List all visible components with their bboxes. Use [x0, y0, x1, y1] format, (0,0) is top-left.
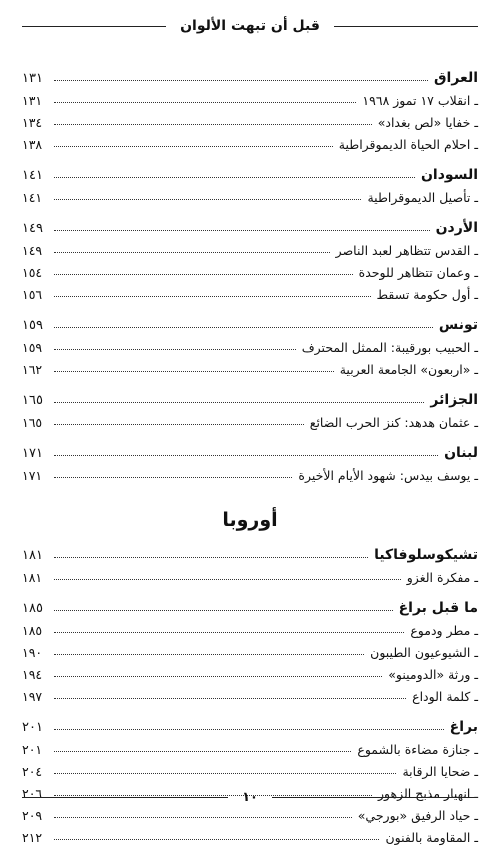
toc-entry: [22, 682, 478, 704]
page-ref: ١٣٨: [22, 137, 43, 152]
toc-entry: [22, 183, 478, 205]
toc-entry: [22, 86, 478, 108]
header-rule-right: [334, 26, 478, 27]
dot-leader: [54, 698, 406, 699]
entry-title: ـ عثمان هدهد: كنز الحرب الضائع: [309, 415, 478, 430]
section-title: الجزائر: [430, 392, 478, 408]
dot-leader: [54, 102, 356, 103]
page-ref: ١٣١: [22, 71, 43, 86]
section-title: الأردن: [435, 220, 478, 236]
page-ref: ٢١٢: [22, 830, 43, 845]
page-ref: ١٨١: [22, 548, 43, 563]
toc-section: [22, 439, 478, 483]
toc-part-arab-countries: [22, 64, 478, 483]
entry-title: ـ تأصيل الديموقراطية: [367, 190, 478, 205]
dot-leader: [54, 579, 401, 580]
toc-entry: [22, 355, 478, 377]
page-ref: ٢٠٦: [22, 786, 43, 801]
toc-entry: [22, 408, 478, 430]
toc-entry: [22, 461, 478, 483]
entry-title: ـ أول حكومة تسقط: [376, 287, 478, 302]
page-ref: ١٦٥: [22, 393, 43, 408]
entry-title: ـ حياد الرفيق «بورجي»: [357, 808, 478, 823]
dot-leader: [54, 751, 351, 752]
entry-title: ـ «اربعون» الجامعة العربية: [339, 362, 478, 377]
toc-section: [22, 713, 478, 845]
toc-entry: [22, 735, 478, 757]
page-ref: ١٥٤: [22, 265, 43, 280]
dot-leader: [54, 349, 296, 350]
page-number: ١٠: [242, 789, 258, 805]
book-title: قبل أن تبهت الألوان: [180, 18, 320, 34]
dot-leader: [54, 124, 372, 125]
part-title: أوروبا: [222, 509, 278, 531]
toc-section: [22, 311, 478, 377]
dot-leader: [54, 296, 371, 297]
dot-leader: [54, 632, 404, 633]
page-ref: ٢٠١: [22, 720, 43, 735]
section-title: لبنان: [444, 445, 478, 461]
entry-title: ـ انهيار مذبح الزهور: [378, 786, 478, 801]
dot-leader: [54, 80, 428, 81]
footer-rule-left: [22, 797, 228, 798]
page-ref: ١٤٩: [22, 221, 43, 236]
section-title: براغ: [449, 719, 478, 735]
page-ref: ١٧١: [22, 446, 43, 461]
dot-leader: [54, 477, 292, 478]
page-ref: ١٣٤: [22, 115, 43, 130]
entry-title: ـ خفايا «لص بغداد»: [377, 115, 478, 130]
page-ref: ١٥٩: [22, 318, 43, 333]
toc-entry: [22, 236, 478, 258]
toc-entry: [22, 130, 478, 152]
page-footer: [22, 786, 478, 808]
dot-leader: [54, 327, 433, 328]
page-ref: ٢٠٤: [22, 764, 43, 779]
dot-leader: [54, 455, 438, 456]
header-rule-left: [22, 26, 166, 27]
page-ref: ٢٠٩: [22, 808, 43, 823]
dot-leader: [54, 654, 364, 655]
dot-leader: [54, 773, 396, 774]
dot-leader: [54, 177, 415, 178]
page-ref: ١٦٢: [22, 362, 43, 377]
running-header: [22, 14, 478, 38]
dot-leader: [54, 371, 334, 372]
toc-section-heading: [22, 386, 478, 408]
dot-leader: [54, 402, 424, 403]
dot-leader: [54, 230, 430, 231]
section-title: تشيكوسلوفاكيا: [374, 547, 478, 563]
entry-title: ـ وعمان تتظاهر للوحدة: [358, 265, 478, 280]
toc-section-heading: [22, 594, 478, 616]
entry-title: ـ الشيوعيون الطيبون: [370, 645, 478, 660]
dot-leader: [54, 817, 352, 818]
entry-title: ـ ضحايا الرقابة: [402, 764, 478, 779]
toc-section: [22, 214, 478, 302]
dot-leader: [54, 199, 361, 200]
entry-title: ـ انقلاب ١٧ تموز ١٩٦٨: [362, 93, 478, 108]
page-ref: ١٨٥: [22, 623, 43, 638]
page-ref: ١٥٦: [22, 287, 43, 302]
dot-leader: [54, 424, 304, 425]
page-ref: ١٥٩: [22, 340, 43, 355]
toc-entry: [22, 333, 478, 355]
section-title: العراق: [434, 70, 478, 86]
toc-section-heading: [22, 713, 478, 735]
toc-section: [22, 64, 478, 152]
toc-entry: [22, 638, 478, 660]
dot-leader: [54, 274, 353, 275]
entry-title: ـ احلام الحياة الديموقراطية: [338, 137, 478, 152]
entry-title: ـ يوسف بيدس: شهود الأيام الأخيرة: [298, 468, 478, 483]
entry-title: ـ ورثة «الدومينو»: [388, 667, 478, 682]
entry-title: ـ الحبيب بورقيبة: الممثل المحترف: [301, 340, 478, 355]
toc-section-heading: [22, 439, 478, 461]
dot-leader: [54, 729, 444, 730]
footer-rule-right: [272, 797, 478, 798]
section-title: ما قبل براغ: [398, 600, 478, 616]
entry-title: ـ مطر ودموع: [410, 623, 478, 638]
dot-leader: [54, 610, 393, 611]
page-ref: ١٨٥: [22, 601, 43, 616]
toc-section: [22, 386, 478, 430]
table-of-contents: [22, 64, 478, 854]
page-ref: ١٤٩: [22, 243, 43, 258]
toc-section-heading: [22, 541, 478, 563]
dot-leader: [54, 557, 368, 558]
entry-title: ـ مفكرة الغزو: [406, 570, 478, 585]
toc-entry: [22, 616, 478, 638]
page-ref: ٢٠١: [22, 742, 43, 757]
dot-leader: [54, 252, 330, 253]
entry-title: ـ كلمة الوداع: [412, 689, 478, 704]
toc-section-heading: [22, 214, 478, 236]
dot-leader: [54, 676, 382, 677]
toc-section-heading: [22, 64, 478, 86]
page-ref: ١٤١: [22, 168, 43, 183]
page-ref: ١٦٥: [22, 415, 43, 430]
page-ref: ١٣١: [22, 93, 43, 108]
page-ref: ١٤١: [22, 190, 43, 205]
dot-leader: [54, 146, 333, 147]
toc-section-heading: [22, 161, 478, 183]
toc-section-heading: [22, 311, 478, 333]
page-ref: ١٩٧: [22, 689, 43, 704]
toc-entry: [22, 563, 478, 585]
toc-entry: [22, 280, 478, 302]
page-ref: ١٩٤: [22, 667, 43, 682]
toc-section: [22, 541, 478, 585]
entry-title: ـ القدس تتظاهر لعبد الناصر: [335, 243, 478, 258]
page-ref: ١٧١: [22, 468, 43, 483]
entry-title: ـ جنازة مضاءة بالشموع: [357, 742, 478, 757]
page-ref: ١٨١: [22, 570, 43, 585]
toc-entry: [22, 757, 478, 779]
dot-leader: [54, 839, 379, 840]
toc-section: [22, 161, 478, 205]
entry-title: ـ المقاومة بالفنون: [385, 830, 478, 845]
toc-entry: [22, 823, 478, 845]
toc-entry: [22, 108, 478, 130]
toc-entry: [22, 660, 478, 682]
toc-entry: [22, 258, 478, 280]
section-title: تونس: [438, 317, 478, 333]
section-title: السودان: [420, 167, 478, 183]
page-ref: ١٩٠: [22, 645, 43, 660]
toc-section: [22, 594, 478, 704]
